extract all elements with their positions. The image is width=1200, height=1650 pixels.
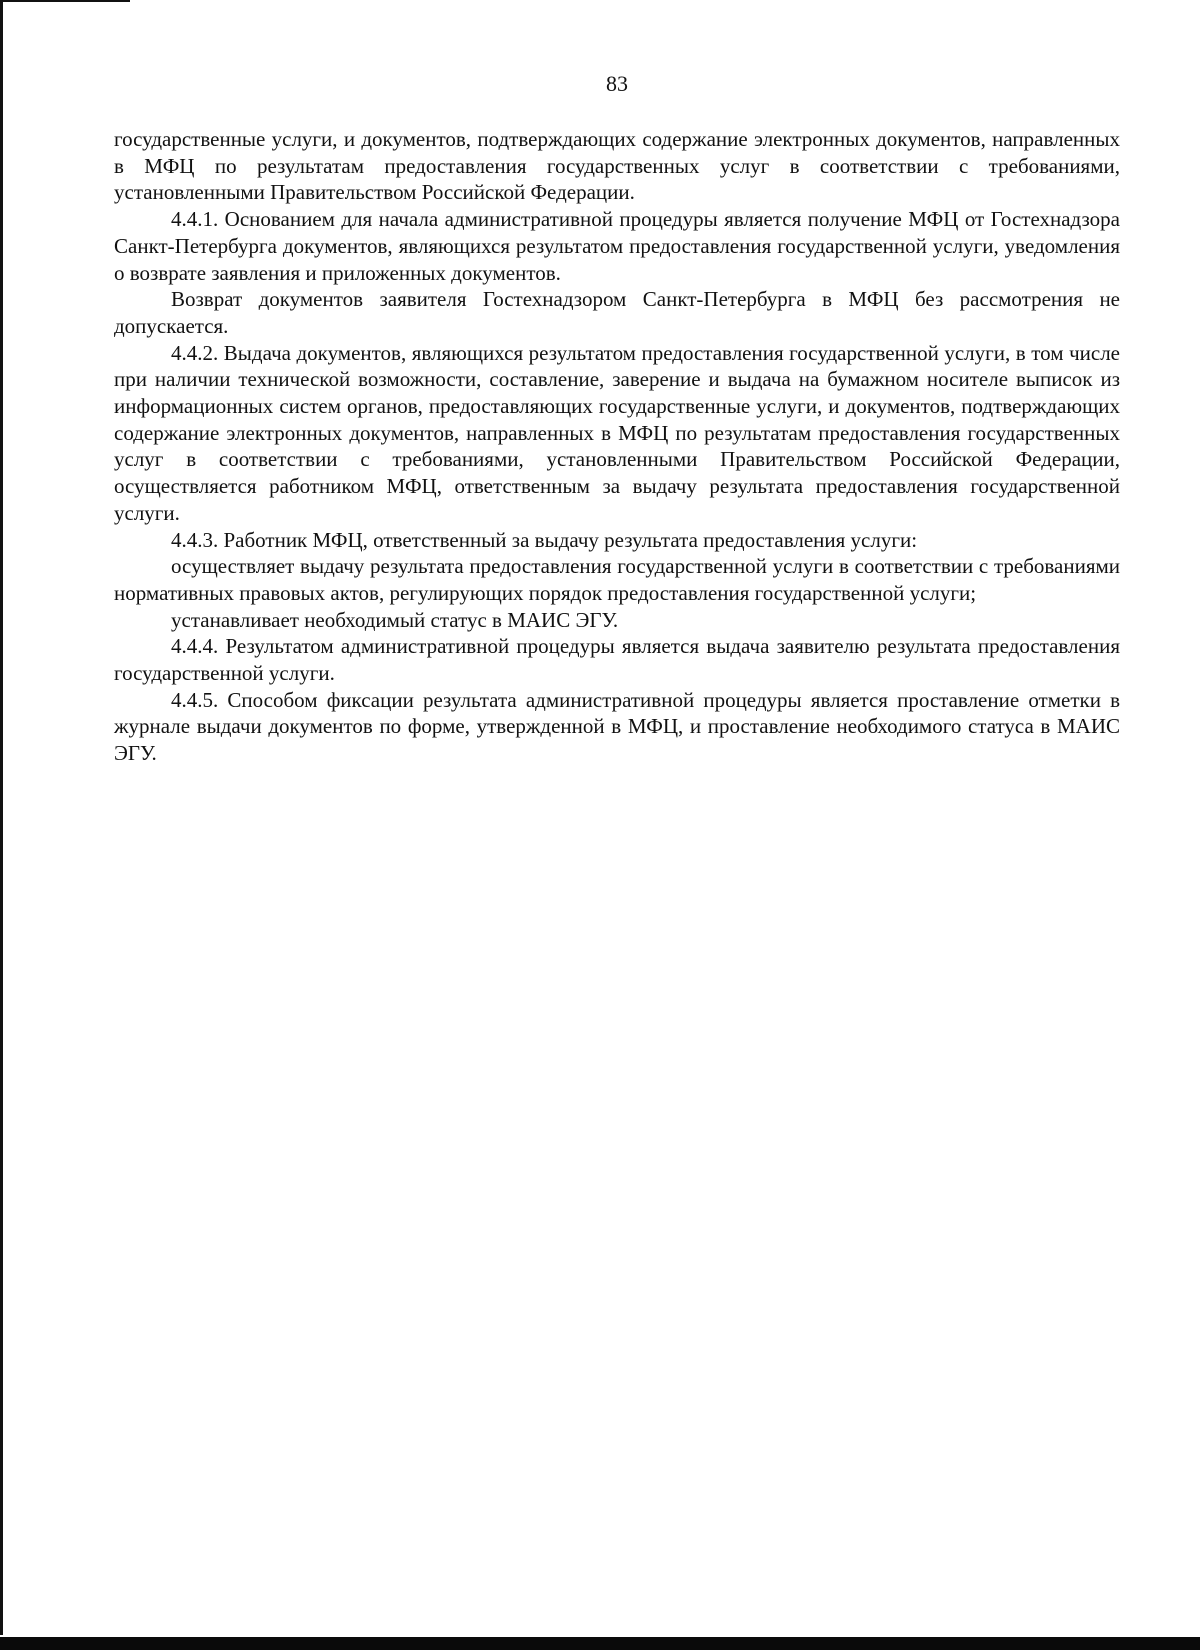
paragraph-4-4-3-item-status: устанавливает необходимый статус в МАИС ЭГУ. xyxy=(171,607,619,632)
paragraph-return-not-allowed: Возврат документов заявителя Гостехнадзором Санкт-Петербурга в МФЦ без рассмотрения не допускается. xyxy=(114,287,1120,338)
scan-border-bottom xyxy=(0,1637,1200,1650)
page-number: 83 xyxy=(606,71,628,96)
paragraph-4-4-2: 4.4.2. Выдача документов, являющихся результатом предоставления государственной услуги, в том числе при наличии технической возможности, составление, заверение и выдача на бумажном носителе выписок из информационных систем органов, предоставляющих государственные услуги, и документов, подтверждающих содержание электронных документов, направленных в МФЦ по результатам предоставления государственных услуг в соответствии с требованиями, установленными Правительством Российской Федерации, осуществляется работником МФЦ, ответственным за выдачу результата предоставления государственной услуги. xyxy=(114,340,1120,525)
paragraph-4-4-4: 4.4.4. Результатом административной процедуры является выдача заявителю результата предоставления государственной услуги. xyxy=(114,634,1120,686)
scan-border-top xyxy=(0,0,130,2)
paragraph-continuation: государственные услуги, и документов, подтверждающих содержание электронных документов, направленных в МФЦ по результатам предоставления государственных услуг в соответствии с требованиями, установленными Правительством Российской Федерации. xyxy=(114,127,1120,205)
document-body xyxy=(114,126,1120,767)
scan-border-left xyxy=(0,0,3,1635)
paragraph-4-4-1: 4.4.1. Основанием для начала административной процедуры является получение МФЦ от Гостехнадзора Санкт-Петербурга документов, являющихся результатом предоставления государственной услуги, уведомления о возврате заявления и приложенных документов. xyxy=(114,207,1120,285)
paragraph-4-4-3: 4.4.3. Работник МФЦ, ответственный за выдачу результата предоставления услуги: xyxy=(171,527,918,552)
paragraph-4-4-3-item-issue: осуществляет выдачу результата предоставления государственной услуги в соответствии с требованиями нормативных правовых актов, регулирующих порядок предоставления государственной услуги; xyxy=(114,554,1120,605)
paragraph-4-4-5: 4.4.5. Способом фиксации результата административной процедуры является проставление отметки в журнале выдачи документов по форме, утвержденной в МФЦ, и проставление необходимого статуса в МАИС ЭГУ. xyxy=(114,687,1120,766)
